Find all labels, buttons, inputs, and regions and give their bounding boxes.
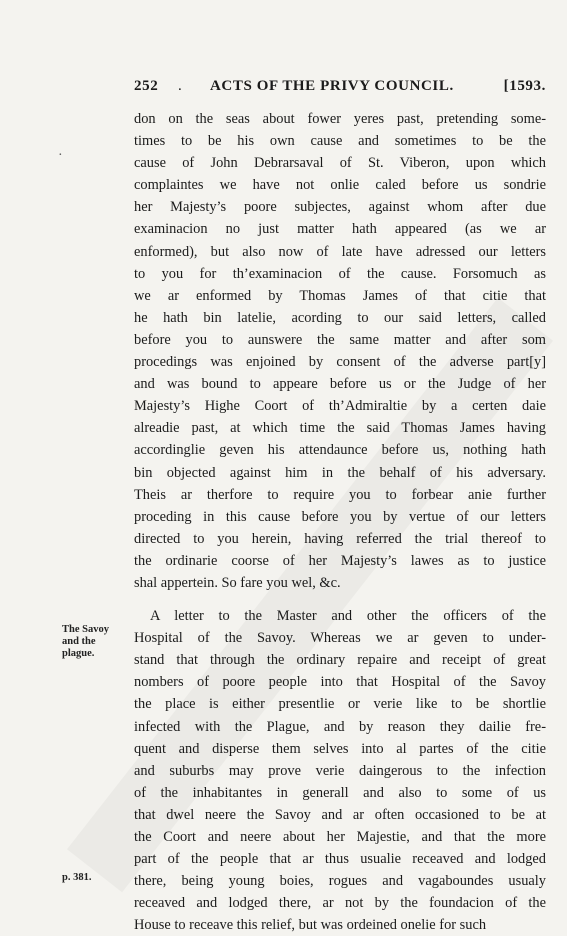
text-line: directed to you herein, having referred the trial thereof to (134, 530, 546, 547)
main-text (134, 108, 546, 936)
text-line: complaintes we have not onlie caled before us sondrie (134, 177, 546, 194)
text-line: don on the seas about fower yeres past, pretending some- (134, 111, 546, 127)
text-line: receaved and lodged there, ar not by the foundacion of the (134, 895, 546, 912)
margin-page-ref: p. 381. (62, 872, 92, 883)
text-line: he hath bin latelie, acording to our said letters, called (134, 309, 546, 326)
text-line: cause of John Debrarsaval of St. Viberon, upon which (134, 155, 546, 172)
text-line: of the inhabitantes in generall and also to some of us (134, 784, 546, 801)
page-number: 252 (134, 78, 159, 94)
text-line: her Majesty’s poore subjectes, against whom after due (134, 199, 546, 216)
text-line: enformed), but also now of late have adressed our letters (134, 243, 546, 260)
text-line: shal appertein. So fare you wel, &c. (134, 574, 341, 591)
text-line: House to receave this relief, but was ordeined onelie for such (134, 917, 487, 934)
text-line: the ordinarie coorse of her Majesty’s lawes as to justice (134, 552, 546, 569)
text-line: procedings was enjoined by consent of the adverse part[y] (134, 354, 546, 371)
text-line: times to be his own cause and sometimes to be the (134, 133, 546, 150)
margin-note-savoy (62, 624, 132, 660)
header-title: ACTS OF THE PRIVY COUNCIL. (210, 78, 454, 94)
text-line: there, being young boies, rogues and vagaboundes usualy (134, 873, 546, 890)
text-line: quent and disperse them selves into al partes of the citie (134, 740, 546, 757)
header-separator: . (178, 78, 183, 94)
text-line: proceding in this cause before you by vertue of our letters (134, 508, 546, 525)
text-line: A letter to the Master and other the officers of the (150, 608, 546, 625)
text-line: Hospital of the Savoy. Whereas we ar geven to under- (134, 630, 546, 647)
text-line: Theis ar therfore to require you to forbear anie further (134, 486, 546, 503)
text-line: stand that through the ordinary repaire and receipt of great (134, 652, 546, 669)
text-line: part of the people that ar thus usualie receaved and lodged (134, 851, 546, 868)
text-line: that dwel neere the Savoy and ar often occasioned to be at (134, 806, 546, 823)
text-line: alreadie past, at which time the said Thomas James having (134, 420, 546, 437)
text-line: before you to aunswere the same matter and after som (134, 331, 546, 348)
text-line: nombers of poore people into that Hospital of the Savoy (134, 674, 546, 691)
header-year: [1593. (503, 78, 546, 94)
text-line: the Coort and neere about her Majestie, and that the more (134, 829, 546, 845)
text-line: and was bound to appeare before us or the Judge of her (134, 376, 546, 393)
paragraph-1 (134, 108, 546, 594)
text-line: examinacion no just matter hath appeared (as we ar (134, 221, 546, 238)
margin-note-line: plague. (62, 648, 95, 659)
margin-note-line: The Savoy (62, 624, 109, 635)
text-line: and suburbs may prove verie daingerous to the infection (134, 762, 546, 779)
text-line: we ar enformed by Thomas James of that citie that (134, 287, 546, 304)
text-line: infected with the Plague, and by reason they dailie fre- (134, 718, 546, 735)
text-line: to you for th’examinacion of the cause. Forsomuch as (134, 265, 546, 282)
text-line: accordinglie geven his attendaunce before us, nothing hath (134, 442, 546, 459)
text-line: the place is either presentlie or verie like to be shortlie (134, 696, 546, 713)
paragraph-2 (134, 605, 546, 936)
running-header (134, 78, 546, 100)
text-line: Majesty’s Highe Coort of th’Admiraltie by a certen daie (134, 398, 546, 415)
stray-mark: · (58, 148, 63, 163)
text-line: bin objected against him in the behalf of his adversary. (134, 464, 546, 481)
margin-note-line: and the (62, 636, 96, 647)
